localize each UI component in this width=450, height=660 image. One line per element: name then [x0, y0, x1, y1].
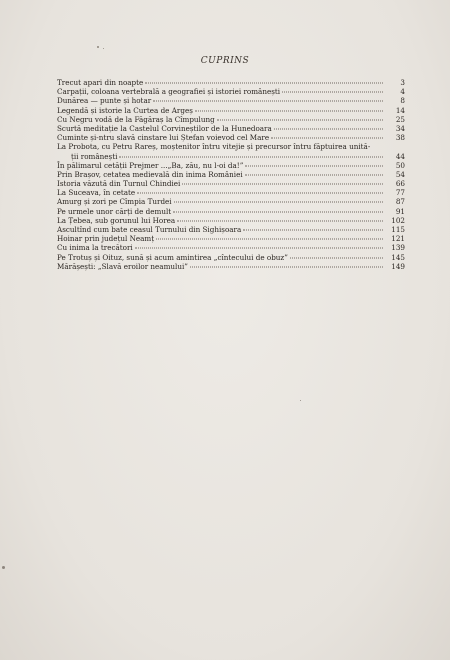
toc-entry-title: Pe Trotuș și Oituz, sună și acum amintirea „cîntecului de obuz” [57, 252, 288, 262]
toc-entry-page: 91 [395, 206, 405, 216]
toc-entry-page: 54 [395, 169, 405, 179]
toc-entry-title: Trecut apari din noapte [57, 78, 144, 87]
toc-entry-title: Carpații, coloana vertebrală a geografiei și istoriei românești [57, 87, 281, 97]
toc-entry-page: 8 [400, 96, 405, 106]
dot-leader [217, 119, 383, 120]
toc-entry-title: Pe urmele unor cărți de demult [57, 206, 172, 216]
toc-entry-title: La Suceava, în cetate [57, 188, 136, 198]
toc-entry-title: Legendă și istorie la Curtea de Argeș [57, 105, 193, 115]
dot-leader [137, 193, 383, 194]
paper-speck [97, 46, 99, 48]
dot-leader [156, 239, 383, 240]
dot-leader [153, 101, 383, 102]
toc-entry-page: 4 [400, 87, 405, 97]
toc-entry-title: La Țebea, sub gorunul lui Horea [57, 215, 176, 225]
dot-leader [282, 92, 383, 93]
toc-entry-title-continued: ții românești [71, 151, 118, 161]
toc-entry-title: Hoinar prin județul Neamț [57, 234, 155, 244]
paper-speck [103, 48, 104, 49]
toc-entry-page: 115 [391, 225, 405, 234]
toc-entry-page: 149 [391, 261, 405, 271]
toc-entry-title: Scurtă meditație la Castelul Corvineștilor de la Hunedoara [57, 123, 272, 133]
toc-entry [57, 143, 405, 161]
toc-entry-title: Amurg și zori pe Cîmpia Turdei [57, 197, 172, 207]
toc-entry-page: 50 [395, 160, 405, 170]
toc-entry-page: 25 [395, 114, 405, 124]
toc-entry-title: Mărășești: „Slavă eroilor neamului” [57, 261, 188, 271]
toc-entry-page: 38 [395, 133, 405, 143]
toc-entry-page: 77 [395, 188, 405, 198]
dot-leader [177, 220, 383, 221]
dot-leader [274, 128, 383, 129]
dot-leader [195, 110, 383, 111]
toc-entry-page: 102 [391, 215, 405, 225]
dot-leader [145, 83, 383, 84]
dot-leader [290, 257, 383, 258]
dot-leader [135, 248, 383, 249]
toc-entry-page: 14 [395, 105, 405, 115]
toc-entry-page: 121 [391, 234, 405, 244]
toc-entry-title: La Probota, cu Petru Rareș, moștenitor întru vitejie și precursor întru făptuirea unită- [57, 142, 371, 152]
toc-entry-title: Istoria văzută din Turnul Chindiei [57, 179, 181, 189]
dot-leader [119, 156, 383, 157]
dot-leader [174, 202, 383, 203]
dot-leader [182, 184, 383, 185]
toc-entry-page: 34 [395, 123, 405, 133]
toc-entry-title: Cuminte și-ntru slavă cinstare lui Ștefan voievod cel Mare [57, 133, 270, 143]
dot-leader [243, 230, 383, 231]
toc-entry-page: 87 [395, 197, 405, 207]
toc-entry-title: Prin Brașov, cetatea medievală din inima României [57, 169, 243, 179]
toc-entry-title: Dunărea — punte și hotar [57, 96, 152, 106]
dot-leader [190, 266, 383, 267]
toc-entry-title: Cu Negru vodă de la Făgăraș la Cîmpulung [57, 114, 215, 124]
toc-entry-title: Ascultînd cum bate ceasul Turnului din Sighișoara [57, 225, 242, 234]
toc-entry-page: 145 [391, 252, 405, 262]
toc-entry-title: Cu inima la trecători [57, 243, 133, 253]
dot-leader [245, 165, 383, 166]
table-of-contents [57, 79, 405, 272]
toc-entry-title: În pălimarul cetății Prejmer ...„Ba, zău, nu l-oi da!” [57, 160, 244, 170]
paper-speck [300, 400, 301, 401]
toc-entry-page: 139 [391, 243, 405, 253]
toc-entry [57, 263, 405, 272]
page-heading: CUPRINS [200, 56, 250, 66]
toc-entry-page: 3 [400, 78, 405, 87]
paper-speck [2, 566, 5, 569]
dot-leader [271, 138, 383, 139]
dot-leader [173, 211, 383, 212]
toc-entry-page: 66 [395, 179, 405, 189]
toc-entry-page: 44 [395, 151, 405, 161]
dot-leader [245, 174, 383, 175]
